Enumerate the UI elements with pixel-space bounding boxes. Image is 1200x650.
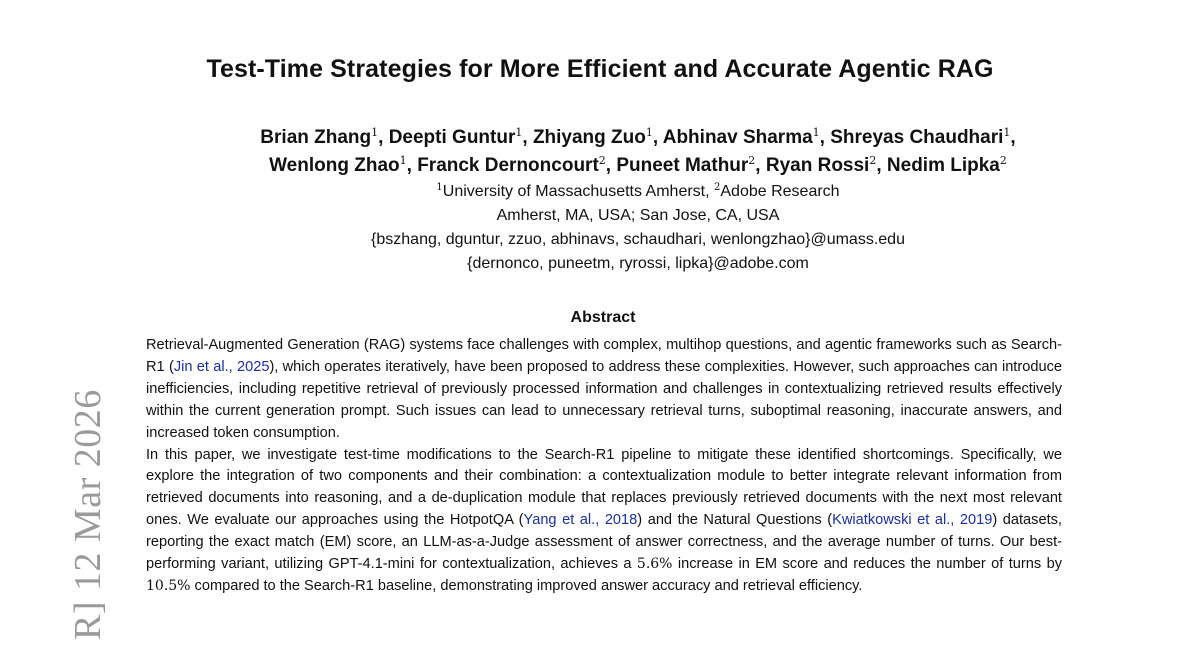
arxiv-sidebar <box>10 370 109 650</box>
math-value: 5.6% <box>636 556 673 573</box>
author: Deepti Guntur$^1$, <box>388 126 533 148</box>
abstract-paragraph-2: In this paper, we investigate test-time modifications to the Search-R1 pipeline to mitigate these identified shortcomings. Specifically, we explore the integration of two components and their combination: a contextualization module to better integrate relevant information from retrieved documents into reasoning, and a de-duplication module that replaces previously retrieved documents with the next most relevant ones. We evaluate our approaches using the HotpotQA (Yang et al., 2018) and the Natural Questions (Kwiatkowski et al., 2019) datasets, reporting the exact match (EM) score, an LLM-as-a-Judge assessment of answer correctness, and the average number of turns. Our best-performing variant, utilizing GPT-4.1-mini for contextualization, achieves a 5.6% increase in EM score and reduces the number of turns by 10.5% compared to the Search-R1 baseline, demonstrating improved answer accuracy and retrieval efficiency. <box>146 446 1062 594</box>
author: Abhinav Sharma$^1$, <box>662 126 831 148</box>
abstract-body <box>146 335 1062 598</box>
citation-link[interactable]: Kwiatkowski et al., 2019 <box>832 512 993 529</box>
arxiv-date-stamp: R] 12 Mar 2026 <box>67 389 109 640</box>
paper-title: Test-Time Strategies for More Efficient and Accurate Agentic RAG <box>206 55 994 83</box>
citation-link[interactable]: Jin et al., 2025 <box>173 358 270 375</box>
abstract-paragraph-1: Retrieval-Augmented Generation (RAG) systems face challenges with complex, multihop questions, and agentic frameworks such as Search-R1 (Jin et al., 2025), which operates iteratively, have been proposed to address these complexities. However, such approaches can introduce inefficiencies, including repetitive retrieval of previously processed information and challenges in contextualizing retrieved results effectively within the current generation prompt. Such issues can lead to unnecessary retrieval turns, suboptimal reasoning, inaccurate answers, and increased token consumption. <box>146 337 1062 441</box>
author: Shreyas Chaudhari$^1$, <box>830 126 1016 148</box>
math-value: 10.5% <box>146 577 191 594</box>
author-list <box>0 124 1200 180</box>
author-line-2 <box>0 152 1200 180</box>
author: Franck Dernoncourt$^2$, <box>417 154 617 176</box>
affiliation-locations: Amherst, MA, USA; San Jose, CA, USA <box>496 207 780 224</box>
abstract-heading: Abstract <box>570 309 636 326</box>
author-line-1 <box>0 124 1200 152</box>
citation-link[interactable]: Yang et al., 2018 <box>523 512 638 529</box>
author-emails-adobe: {dernonco, puneetm, ryrossi, lipka}@adobe.com <box>467 255 809 272</box>
author: Puneet Mathur$^2$, <box>616 154 766 176</box>
author: Ryan Rossi$^2$, <box>765 154 887 176</box>
author: Nedim Lipka$^2$ <box>886 154 1007 176</box>
author: Zhiyang Zuo$^1$, <box>532 126 663 148</box>
author: Wenlong Zhao$^1$, <box>269 154 418 176</box>
affiliation-names: $^1$University of Massachusetts Amherst, $^2$Adobe Research <box>436 182 840 200</box>
affiliations <box>0 180 1200 276</box>
author-emails-umass: {bszhang, dguntur, zzuo, abhinavs, schaudhari, wenlongzhao}@umass.edu <box>371 231 905 248</box>
author: Brian Zhang$^1$, <box>260 126 389 148</box>
